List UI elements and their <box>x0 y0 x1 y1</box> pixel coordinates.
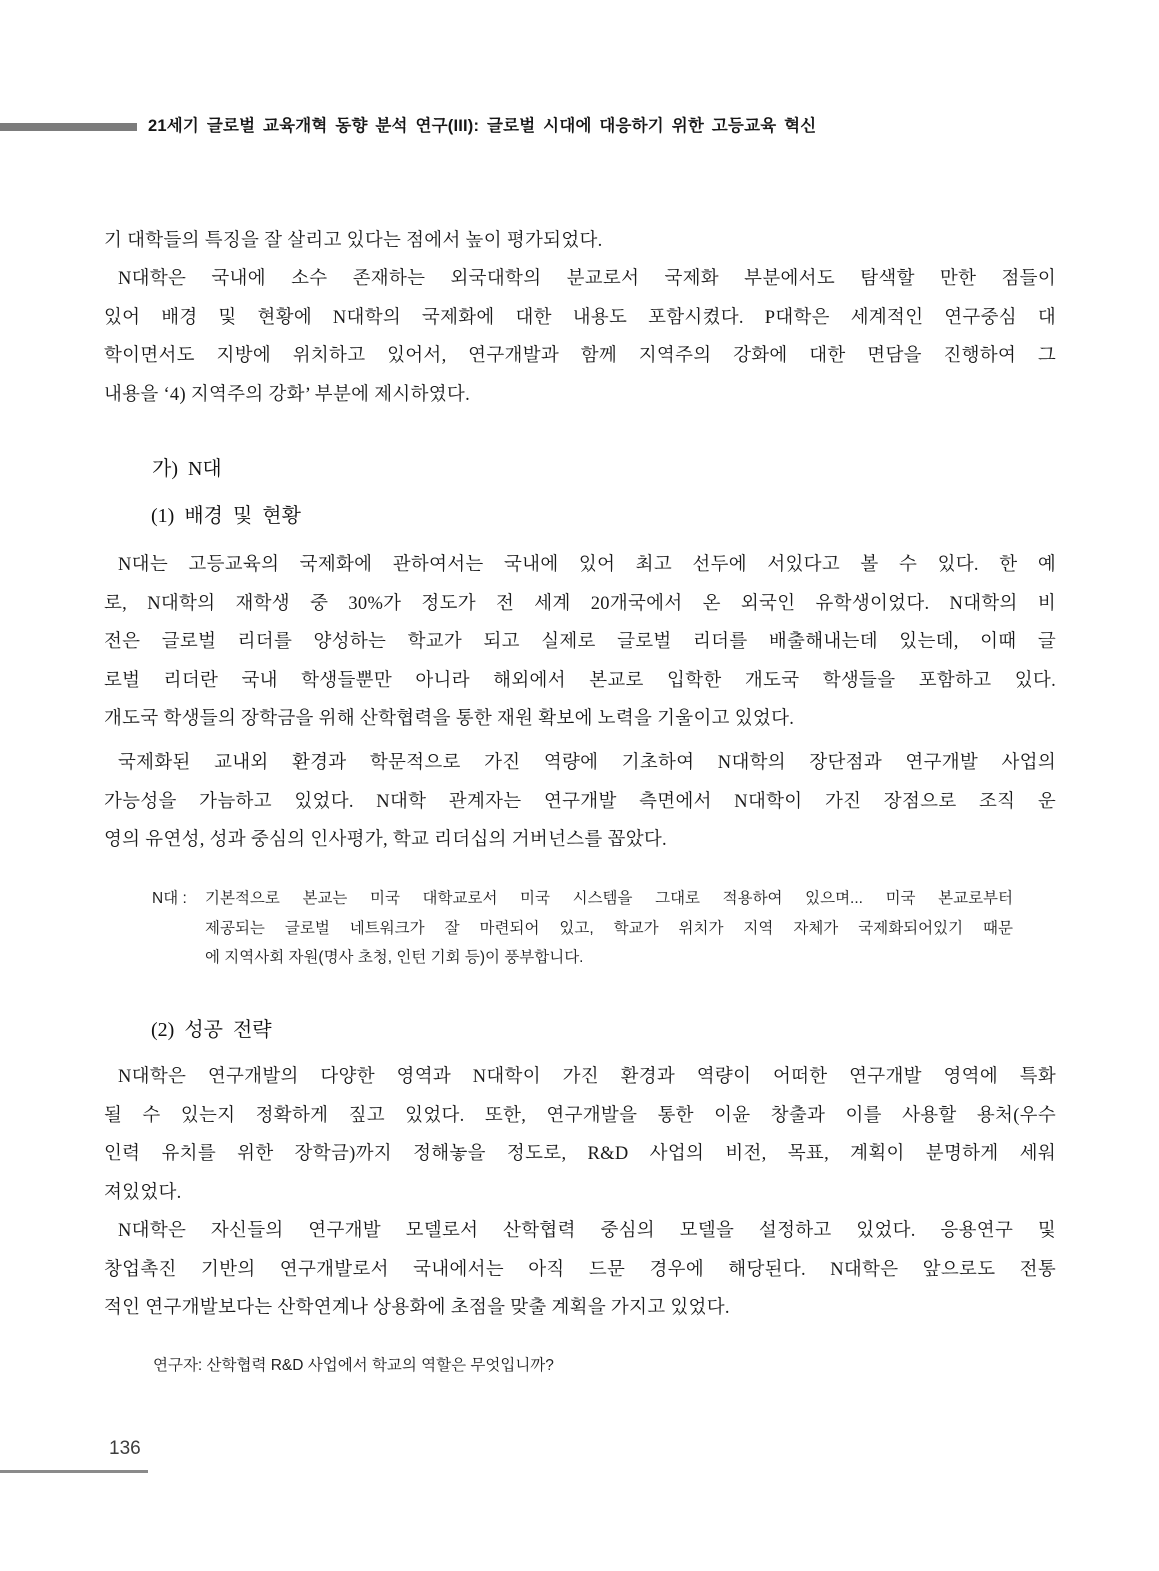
text-line: 전은 글로벌 리더를 양성하는 학교가 되고 실제로 글로벌 리더를 배출해내는데 있는데, 이때 글 <box>104 632 1056 653</box>
text-line: 제공되는 글로벌 네트워크가 잘 마련되어 있고, 학교가 위치가 지역 자체가 국제화되어있기 때문 <box>205 919 1013 937</box>
text-line: N대학은 국내에 소수 존재하는 외국대학의 분교로서 국제화 부분에서도 탐색할 만한 점들이 <box>118 269 1056 289</box>
text-line: 인력 유치를 위한 장학금)까지 정해놓을 정도로, R&D 사업의 비전, 목표, 계획이 분명하게 세워 <box>104 1144 1056 1165</box>
text-line: 창업촉진 기반의 연구개발로서 국내에서는 아직 드문 경우에 해당된다. N대학은 앞으로도 전통 <box>104 1259 1056 1280</box>
quote-text <box>205 884 1013 973</box>
paragraph-background-1 <box>104 546 1056 739</box>
footer-rule <box>0 1470 148 1473</box>
paragraph-intro-continuation <box>104 222 1056 261</box>
text-line: 로, N대학의 재학생 중 30%가 정도가 전 세계 20개국에서 온 외국인 유학생이었다. N대학의 비 <box>104 593 1056 614</box>
interview-quote-ndae <box>152 884 1014 973</box>
text-line: 내용을 ‘4) 지역주의 강화’ 부분에 제시하였다. <box>104 384 471 405</box>
text-line: 국제화된 교내외 환경과 학문적으로 가진 역량에 기초하여 N대학의 장단점과 연구개발 사업의 <box>118 753 1056 773</box>
heading-2-success-strategy: (2) 성공 전략 <box>151 1019 272 1041</box>
text-line: 에 지역사회 자원(명사 초청, 인턴 기회 등)이 풍부합니다. <box>205 949 584 966</box>
text-line: N대학은 연구개발의 다양한 영역과 N대학이 가진 환경과 역량이 어떠한 연구개발 영역에 특화 <box>118 1067 1056 1087</box>
text-line: 적인 연구개발보다는 산학연계나 상용화에 초점을 맞출 계획을 가지고 있었다. <box>104 1298 730 1319</box>
text-line: 개도국 학생들의 장학금을 위해 산학협력을 통한 재원 확보에 노력을 기울이고 있었다. <box>104 709 795 730</box>
heading-section-ga-ndae: 가) N대 <box>152 458 222 480</box>
text-line: 기본적으로 본교는 미국 대학교로서 미국 시스템을 그대로 적용하여 있으며... 미국 본교로부터 <box>205 890 1013 907</box>
text-line: 로벌 리더란 국내 학생들뿐만 아니라 해외에서 본교로 입학한 개도국 학생들을 포함하고 있다. <box>104 670 1056 691</box>
page-number: 136 <box>109 1438 141 1459</box>
header-rule <box>0 123 137 131</box>
text-line: N대학은 자신들의 연구개발 모델로서 산학협력 중심의 모델을 설정하고 있었다. 응용연구 및 <box>118 1221 1056 1241</box>
text-line: 기 대학들의 특징을 잘 살리고 있다는 점에서 높이 평가되었다. <box>104 231 603 251</box>
paragraph-strategy-1 <box>104 1058 1056 1212</box>
running-head-title: 21세기 글로벌 교육개혁 동향 분석 연구(III): 글로벌 시대에 대응하기 위한 고등교육 혁신 <box>148 117 817 135</box>
text-line: 있어 배경 및 현황에 N대학의 국제화에 대한 내용도 포함시켰다. P대학은 세계적인 연구중심 대 <box>104 307 1056 328</box>
text-line: N대는 고등교육의 국제화에 관하여서는 국내에 있어 최고 선두에 서있다고 볼 수 있다. 한 예 <box>118 555 1056 575</box>
paragraph-overview <box>104 260 1056 414</box>
heading-1-background-status: (1) 배경 및 현황 <box>151 505 301 527</box>
text-line: 영의 유연성, 성과 중심의 인사평가, 학교 리더십의 거버넌스를 꼽았다. <box>104 830 667 851</box>
text-line: 져있었다. <box>104 1182 182 1203</box>
text-line: 학이면서도 지방에 위치하고 있어서, 연구개발과 함께 지역주의 강화에 대한 면담을 진행하여 그 <box>104 346 1056 367</box>
quote-speaker-label: N대 : <box>152 890 187 907</box>
paragraph-background-2 <box>104 744 1056 860</box>
text-line: 가능성을 가늠하고 있었다. N대학 관계자는 연구개발 측면에서 N대학이 가진 장점으로 조직 운 <box>104 791 1056 812</box>
paragraph-strategy-2 <box>104 1212 1056 1328</box>
interview-quote-researcher: 연구자: 산학협력 R&D 사업에서 학교의 역할은 무엇입니까? <box>153 1357 554 1374</box>
text-line: 될 수 있는지 정확하게 짚고 있었다. 또한, 연구개발을 통한 이윤 창출과 이를 사용할 용처(우수 <box>104 1105 1056 1126</box>
